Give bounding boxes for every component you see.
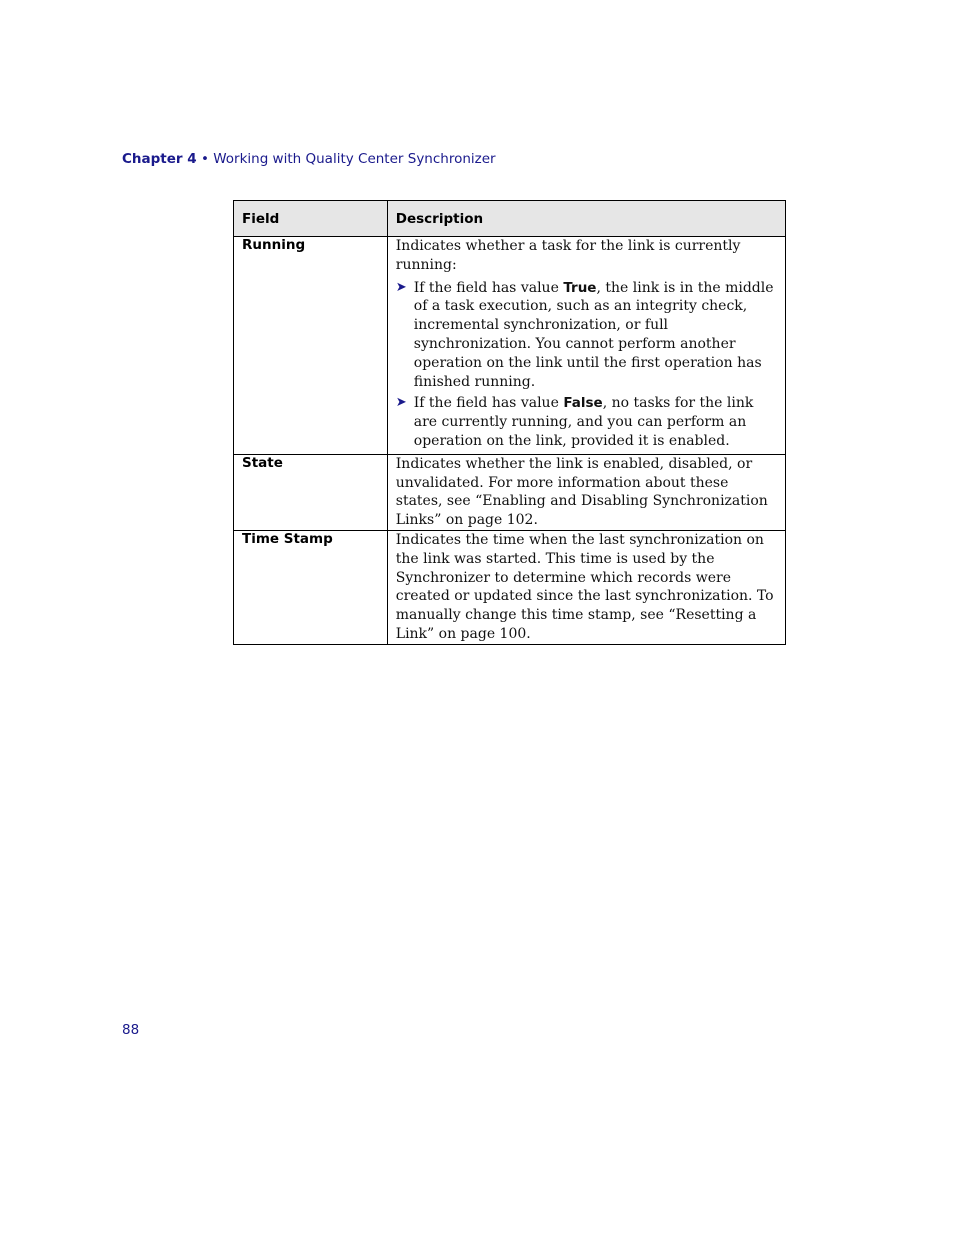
chapter-label: Chapter 4 [122,151,197,167]
description-intro: Indicates whether a task for the link is currently running: [395,238,741,273]
bullet-list [396,279,775,451]
field-description-state [387,454,785,530]
running-header [122,151,496,167]
bullet-text: , no tasks for the link are currently running, and you can perform an operation on the link, provided it is enabled. [413,395,754,449]
arrow-bullet-icon: ➤ [395,395,407,411]
fields-table [233,200,786,645]
description-text: Indicates the time when the last synchronization on the link was started. This time is used by the Synchronizer to determine which records were created or updated since the last synchronization. To manually change this time stamp, see “Resetting a Link” on page 100. [395,531,774,642]
column-header-field: Field [234,201,388,237]
table-row [234,530,786,644]
field-name-state: State [234,454,388,530]
field-name-time-stamp: Time Stamp [234,530,388,644]
bullet-text: , the link is in the middle of a task execution, such as an integrity check, incremental synchronization, or full synchronization. You cannot perform another operation on the link until the first operation has finished running. [413,279,774,390]
field-description-running [387,237,785,455]
value-false: False [563,395,603,412]
arrow-bullet-icon: ➤ [395,279,407,295]
column-header-description: Description [387,201,785,237]
bullet-text: If the field has value [413,395,564,412]
chapter-title: Working with Quality Center Synchronizer [213,151,496,167]
table-header-row [234,201,786,237]
value-true: True [563,279,597,296]
table-row [234,237,786,455]
header-separator: • [196,151,214,167]
field-description-time-stamp [387,530,785,644]
page-number: 88 [122,1022,140,1038]
bullet-text: If the field has value [413,279,564,296]
description-text: Indicates whether the link is enabled, disabled, or unvalidated. For more information about these states, see “Enabling and Disabling Synchronization Links” on page 102. [395,455,768,529]
list-item [396,279,775,392]
list-item [396,394,775,450]
field-name-running: Running [234,237,388,455]
table-row [234,454,786,530]
